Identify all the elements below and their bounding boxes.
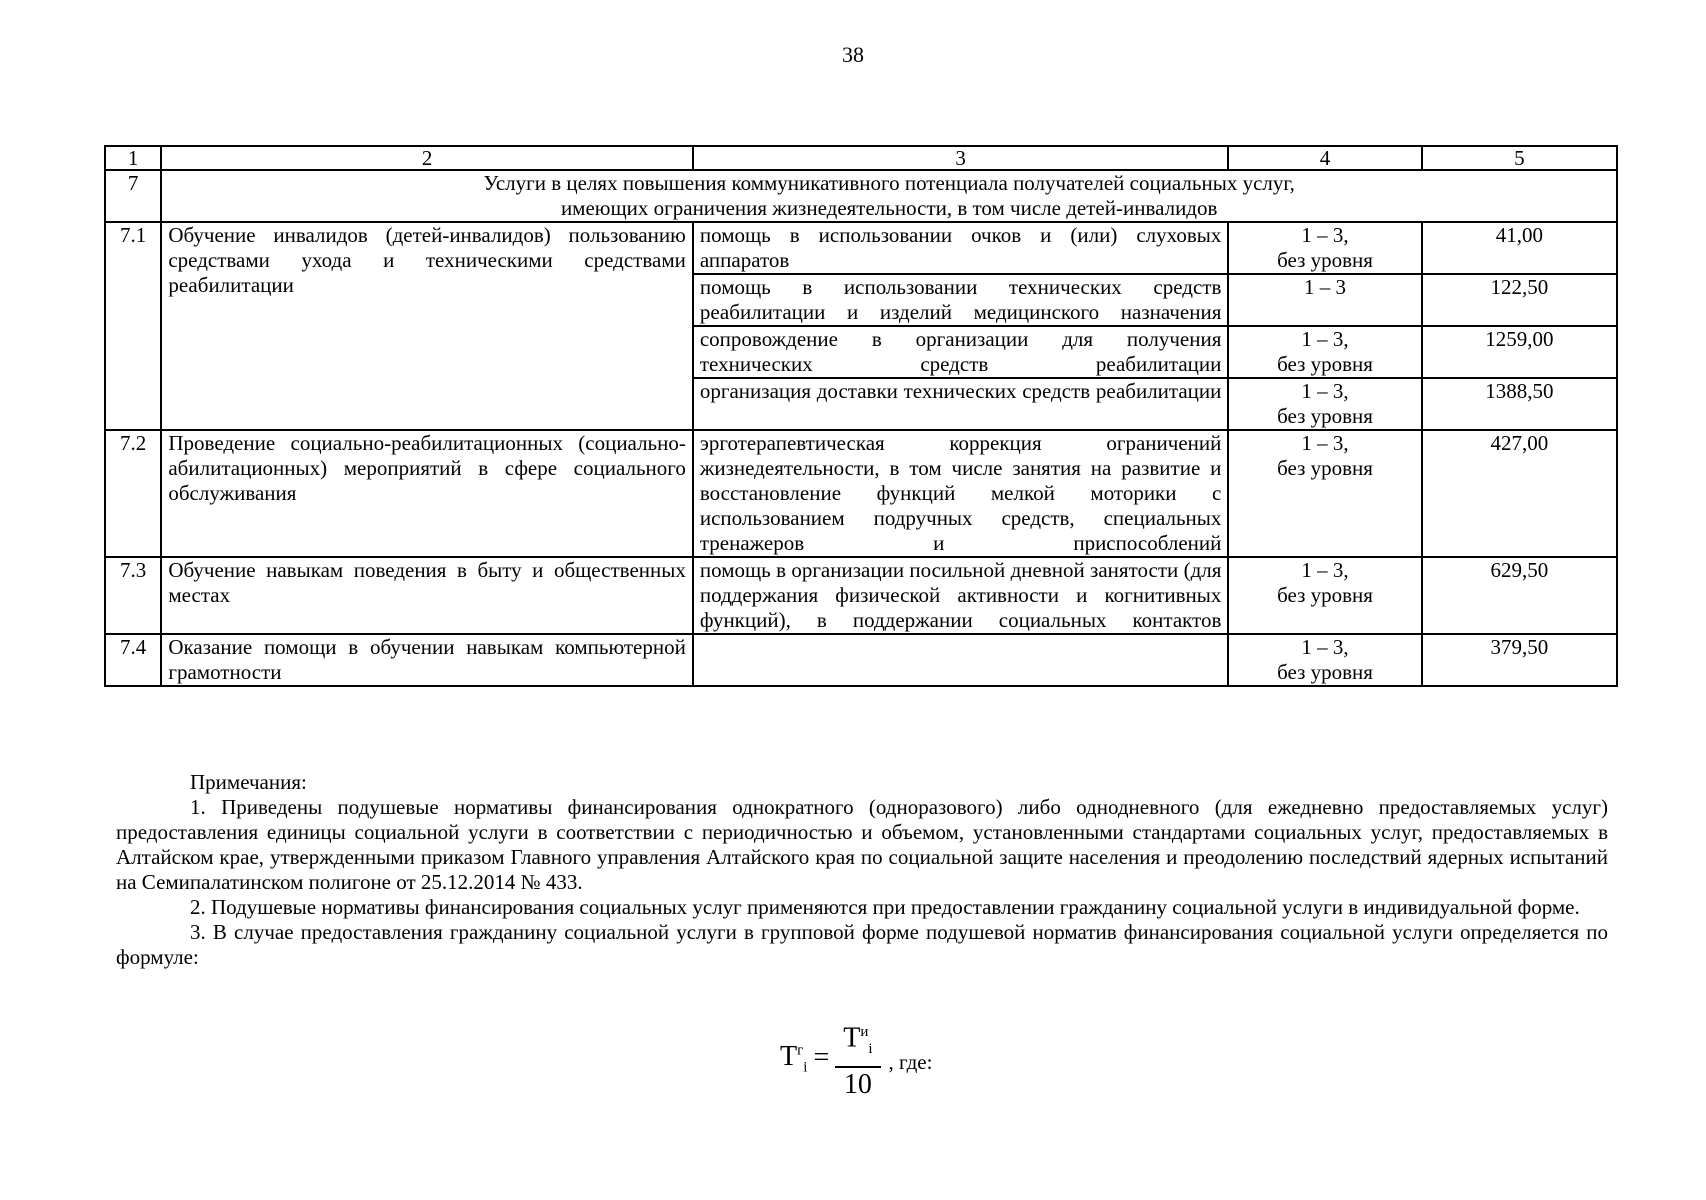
price-value: 379,50 bbox=[1422, 634, 1617, 686]
formula-tail: , где: bbox=[888, 1049, 933, 1074]
formula-lhs-base: Т bbox=[780, 1040, 798, 1072]
column-number: 4 bbox=[1228, 146, 1421, 170]
service-description bbox=[693, 634, 1229, 686]
formula-lhs-sub: i bbox=[803, 1059, 808, 1076]
level-value: 1 – 3, bbox=[1301, 431, 1349, 455]
note-paragraph: 1. Приведены подушевые нормативы финансирования однократного (одноразового) либо однодневного (для ежедневно предоставляемых услуг) предоставления единицы социальной услуги в соответствии с периодичностью и объемом, установленными стандартами социальных услуг, предоставляемых в Алтайском крае, утвержденными приказом Главного управления Алтайского края по социальной защите населения и преодолению последствий ядерных испытаний на Семипалатинском полигоне от 25.12.2014 № 433. bbox=[116, 795, 1608, 894]
price-value: 122,50 bbox=[1422, 274, 1617, 326]
column-number: 2 bbox=[161, 146, 693, 170]
table-row bbox=[105, 222, 1617, 274]
level-note: без уровня bbox=[1277, 352, 1373, 376]
price-value: 1388,50 bbox=[1422, 378, 1617, 430]
level-cell bbox=[1228, 222, 1421, 274]
page-number: 38 bbox=[842, 42, 864, 67]
formula-equals: = bbox=[813, 1042, 830, 1074]
level-cell bbox=[1228, 557, 1421, 634]
column-number: 3 bbox=[693, 146, 1229, 170]
level-cell bbox=[1228, 326, 1421, 378]
row-number: 7.2 bbox=[105, 430, 161, 557]
service-name: Обучение инвалидов (детей-инвалидов) пользованию средствами ухода и техническими средствами реабилитации bbox=[161, 222, 693, 430]
level-cell bbox=[1228, 274, 1421, 326]
level-value: 1 – 3 bbox=[1304, 275, 1347, 299]
level-value: 1 – 3, bbox=[1301, 635, 1349, 659]
service-description: сопровождение в организации для получения технических средств реабилитации bbox=[693, 326, 1229, 378]
level-value: 1 – 3, bbox=[1301, 379, 1349, 403]
note-paragraph: 2. Подушевые нормативы финансирования социальных услуг применяются при предоставлении гражданину социальной услуги в индивидуальной форме. bbox=[190, 895, 1580, 919]
section-row bbox=[105, 170, 1617, 222]
notes-title: Примечания: bbox=[190, 770, 307, 794]
service-name: Оказание помощи в обучении навыкам компьютерной грамотности bbox=[161, 634, 693, 686]
formula-num-base: Т bbox=[843, 1022, 861, 1054]
section-number: 7 bbox=[105, 170, 161, 222]
column-number: 1 bbox=[105, 146, 161, 170]
services-table bbox=[104, 145, 1618, 687]
service-name: Обучение навыкам поведения в быту и общественных местах bbox=[161, 557, 693, 634]
service-description: эрготерапевтическая коррекция ограничений жизнедеятельности, в том числе занятия на развитие и восстановление функций мелкой моторики с использованием подручных средств, специальных тренажеров и приспособлений bbox=[693, 430, 1229, 557]
formula-lhs bbox=[780, 1041, 813, 1077]
service-name: Проведение социально-реабилитационных (социально-абилитационных) мероприятий в сфере социального обслуживания bbox=[161, 430, 693, 557]
row-number: 7.3 bbox=[105, 557, 161, 634]
level-cell bbox=[1228, 430, 1421, 557]
section-title bbox=[161, 170, 1617, 222]
level-note: без уровня bbox=[1277, 456, 1373, 480]
formula-num-sup: и bbox=[860, 1024, 869, 1040]
level-value: 1 – 3, bbox=[1301, 223, 1349, 247]
price-value: 1259,00 bbox=[1422, 326, 1617, 378]
formula-lhs-sup: г bbox=[797, 1042, 804, 1059]
level-value: 1 – 3, bbox=[1301, 558, 1349, 582]
formula-numerator bbox=[835, 1015, 880, 1068]
service-description: помощь в использовании технических средств реабилитации и изделий медицинского назначения bbox=[693, 274, 1229, 326]
level-cell bbox=[1228, 378, 1421, 430]
service-description: помощь в использовании очков и (или) слуховых аппаратов bbox=[693, 222, 1229, 274]
row-number: 7.4 bbox=[105, 634, 161, 686]
price-value: 629,50 bbox=[1422, 557, 1617, 634]
level-cell bbox=[1228, 634, 1421, 686]
notes-section bbox=[116, 770, 1608, 970]
level-note: без уровня bbox=[1277, 583, 1373, 607]
note-paragraph: 3. В случае предоставления гражданину социальной услуги в групповой форме подушевой норматив финансирования социальной услуги определяется по формуле: bbox=[116, 920, 1608, 969]
table-row bbox=[105, 430, 1617, 557]
level-value: 1 – 3, bbox=[1301, 327, 1349, 351]
level-note: без уровня bbox=[1277, 660, 1373, 684]
column-number: 5 bbox=[1422, 146, 1617, 170]
column-number-row bbox=[105, 146, 1617, 170]
row-number: 7.1 bbox=[105, 222, 161, 430]
service-description: организация доставки технических средств реабилитации bbox=[693, 378, 1229, 430]
section-title-line: имеющих ограничения жизнедеятельности, в том числе детей-инвалидов bbox=[560, 196, 1218, 220]
level-note: без уровня bbox=[1277, 248, 1373, 272]
section-title-line: Услуги в целях повышения коммуникативного потенциала получателей социальных услуг, bbox=[483, 171, 1295, 195]
table-row bbox=[105, 634, 1617, 686]
service-description: помощь в организации посильной дневной занятости (для поддержания физической активности и когнитивных функций), в поддержании социальных контактов bbox=[693, 557, 1229, 634]
level-note: без уровня bbox=[1277, 404, 1373, 428]
price-value: 427,00 bbox=[1422, 430, 1617, 557]
formula-num-sub: i bbox=[868, 1040, 873, 1057]
table-row bbox=[105, 557, 1617, 634]
formula-fraction bbox=[835, 1015, 880, 1102]
formula-denominator: 10 bbox=[843, 1068, 872, 1100]
price-value: 41,00 bbox=[1422, 222, 1617, 274]
formula bbox=[780, 1015, 932, 1102]
